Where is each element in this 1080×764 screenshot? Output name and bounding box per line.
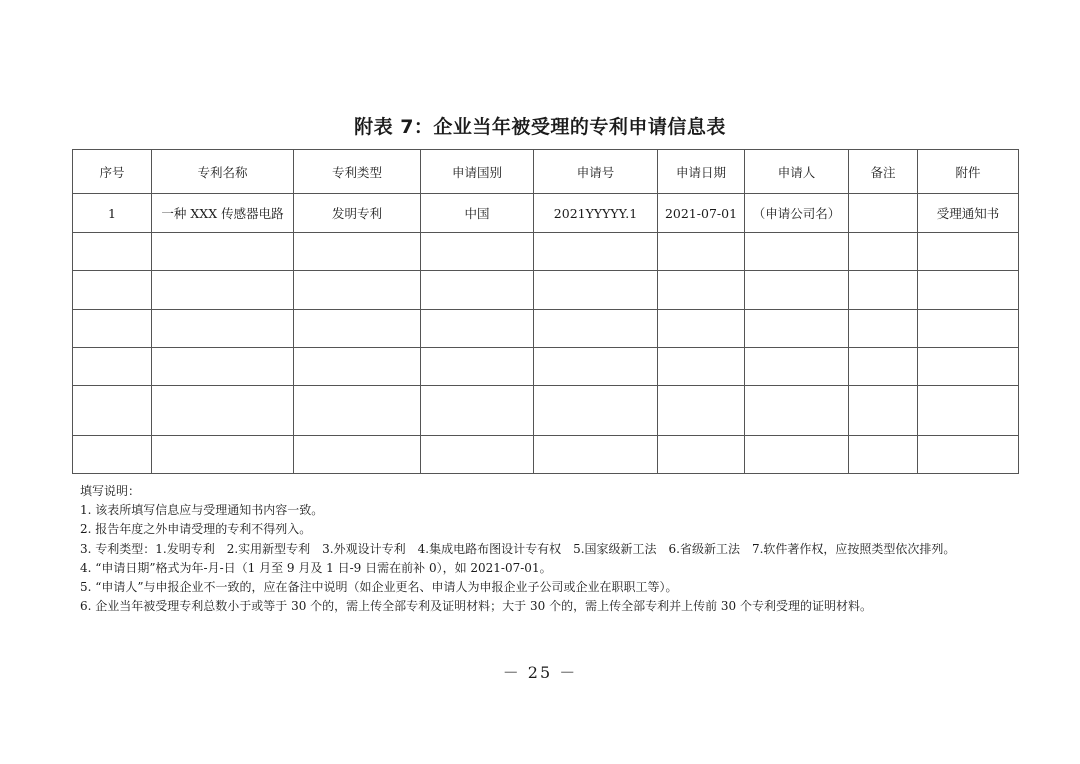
column-header: 专利名称: [152, 150, 294, 194]
column-header: 申请日期: [658, 150, 745, 194]
table-cell: [849, 436, 918, 474]
notes-list: [80, 501, 1020, 616]
table-cell: [294, 271, 421, 310]
column-header: 备注: [849, 150, 918, 194]
table-cell: [534, 310, 658, 348]
table-cell: [918, 310, 1019, 348]
table-row: [73, 348, 1019, 386]
patent-application-table: [72, 149, 1019, 474]
note-item: 5. “申请人”与申报企业不一致的，应在备注中说明（如企业更名、申请人为申报企业子公司或企业在职职工等）。: [80, 580, 678, 595]
table-cell: [294, 386, 421, 436]
page-number: － 25 －: [502, 663, 578, 682]
table-cell: [658, 310, 745, 348]
table-cell: [918, 386, 1019, 436]
table-cell: [421, 310, 534, 348]
table-cell: 发明专利: [294, 194, 421, 233]
table-cell: [534, 271, 658, 310]
table-cell: [73, 310, 152, 348]
table-cell: [73, 386, 152, 436]
table-cell: 2021-07-01: [658, 194, 745, 233]
table-cell: [745, 271, 849, 310]
note-item: 4. “申请日期”格式为年-月-日（1 月至 9 月及 1 日-9 日需在前补 0），如 2021-07-01。: [80, 560, 552, 575]
table-cell: 1: [73, 194, 152, 233]
table-cell: [73, 436, 152, 474]
table-cell: [918, 233, 1019, 271]
table-cell: [849, 194, 918, 233]
table-cell: [421, 386, 534, 436]
table-row: [73, 271, 1019, 310]
table-cell: [918, 348, 1019, 386]
table-cell: [421, 436, 534, 474]
table-row: [73, 233, 1019, 271]
table-cell: [294, 310, 421, 348]
table-cell: [745, 348, 849, 386]
table-cell: [534, 233, 658, 271]
table-row: [73, 310, 1019, 348]
table-cell: [658, 348, 745, 386]
table-header-row: [73, 150, 1019, 194]
table-cell: [421, 233, 534, 271]
table-cell: [534, 436, 658, 474]
table-cell: （申请公司名）: [745, 194, 849, 233]
table-cell: 中国: [421, 194, 534, 233]
column-header: 序号: [73, 150, 152, 194]
note-item: 6. 企业当年被受理专利总数小于或等于 30 个的，需上传全部专利及证明材料；大于 30 个的，需上传全部专利并上传前 30 个专利受理的证明材料。: [80, 599, 872, 614]
column-header: 附件: [918, 150, 1019, 194]
table-cell: [849, 271, 918, 310]
table-cell: [421, 271, 534, 310]
table-cell: [745, 310, 849, 348]
table-cell: [73, 233, 152, 271]
table-cell: [152, 386, 294, 436]
table-body: [73, 194, 1019, 474]
table-cell: [658, 233, 745, 271]
table-row: [73, 194, 1019, 233]
column-header: 申请人: [745, 150, 849, 194]
table-cell: [745, 436, 849, 474]
table-cell: 一种 XXX 传感器电路: [152, 194, 294, 233]
table-cell: [73, 348, 152, 386]
table-cell: [534, 348, 658, 386]
table-cell: [918, 436, 1019, 474]
table-cell: [745, 386, 849, 436]
notes-heading: 填写说明：: [80, 484, 141, 498]
table-row: [73, 436, 1019, 474]
table-cell: [294, 436, 421, 474]
table-cell: [152, 436, 294, 474]
document-title: 附表 7：企业当年被受理的专利申请信息表: [354, 116, 726, 138]
table-cell: 2021YYYYY.1: [534, 194, 658, 233]
column-header: 专利类型: [294, 150, 421, 194]
table-cell: [73, 271, 152, 310]
table-cell: [849, 386, 918, 436]
table-cell: [745, 233, 849, 271]
table-cell: [849, 233, 918, 271]
table-cell: [152, 233, 294, 271]
table-cell: 受理通知书: [918, 194, 1019, 233]
table-cell: [152, 310, 294, 348]
note-item: 1. 该表所填写信息应与受理通知书内容一致。: [80, 503, 324, 518]
table-cell: [849, 348, 918, 386]
column-header: 申请国别: [421, 150, 534, 194]
table-cell: [294, 233, 421, 271]
table-cell: [421, 348, 534, 386]
table-cell: [152, 271, 294, 310]
table-cell: [152, 348, 294, 386]
note-item: 2. 报告年度之外申请受理的专利不得列入。: [80, 522, 312, 537]
table-cell: [658, 386, 745, 436]
table-row: [73, 386, 1019, 436]
table-cell: [534, 386, 658, 436]
note-item: 3. 专利类型：1.发明专利 2.实用新型专利 3.外观设计专利 4.集成电路布图设计专有权 5.国家级新工法 6.省级新工法 7.软件著作权，应按照类型依次排列。: [80, 541, 956, 556]
table-cell: [294, 348, 421, 386]
table-cell: [658, 271, 745, 310]
table-cell: [658, 436, 745, 474]
column-header: 申请号: [534, 150, 658, 194]
table-cell: [849, 310, 918, 348]
table-cell: [918, 271, 1019, 310]
filling-instructions: [80, 482, 1020, 616]
